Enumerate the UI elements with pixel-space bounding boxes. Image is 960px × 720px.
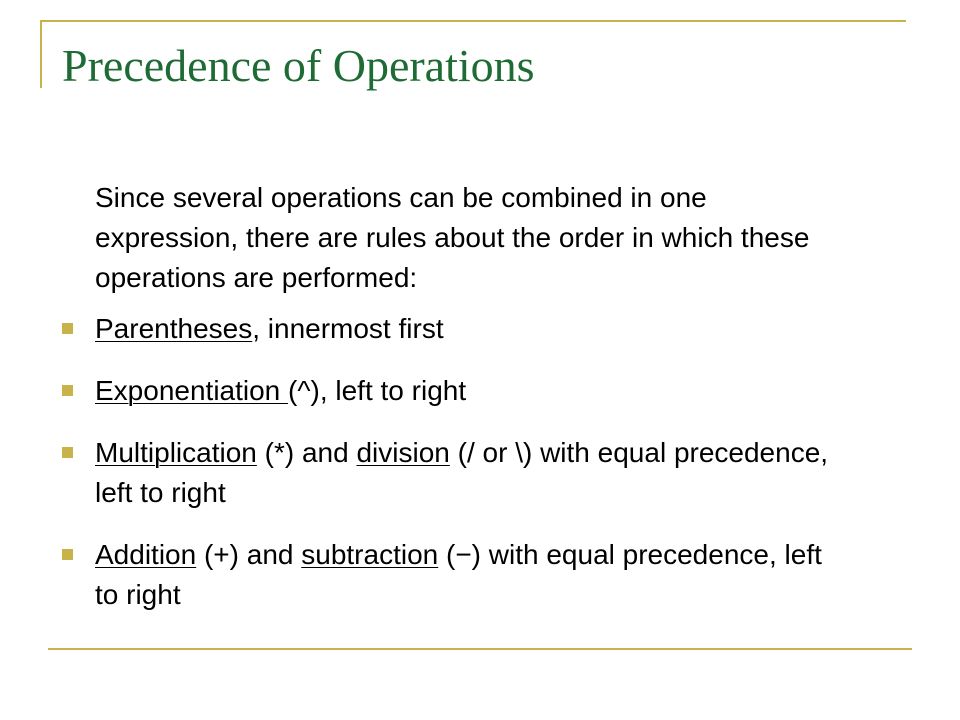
item-text: (−) with equal precedence, left to right bbox=[95, 539, 822, 610]
item-text: (+) and bbox=[196, 539, 302, 570]
term-addition: Addition bbox=[95, 539, 197, 570]
item-text: (^), left to right bbox=[288, 375, 467, 406]
item-text: (/ or \) with equal precedence, left to right bbox=[95, 437, 829, 508]
term-division: division bbox=[356, 437, 450, 468]
term-parentheses: Parentheses bbox=[95, 313, 253, 344]
square-bullet-icon bbox=[62, 447, 73, 458]
top-rule bbox=[40, 20, 906, 22]
item-text: (*) and bbox=[256, 437, 357, 468]
term-exponentiation: Exponentiation bbox=[95, 375, 289, 406]
list-item bbox=[56, 309, 837, 349]
list-item bbox=[56, 433, 837, 513]
term-multiplication: Multiplication bbox=[95, 437, 257, 468]
bottom-rule bbox=[48, 648, 912, 650]
precedence-list bbox=[56, 309, 856, 615]
list-item bbox=[56, 535, 837, 615]
intro-paragraph: Since several operations can be combined in one expression, there are rules about the order in which these operations are performed: bbox=[95, 182, 810, 293]
slide-title: Precedence of Operations bbox=[62, 40, 535, 91]
square-bullet-icon bbox=[62, 323, 73, 334]
square-bullet-icon bbox=[62, 385, 73, 396]
square-bullet-icon bbox=[62, 549, 73, 560]
term-subtraction: subtraction bbox=[301, 539, 439, 570]
slide-body bbox=[56, 178, 856, 637]
item-text: , innermost first bbox=[252, 313, 444, 344]
left-rule bbox=[40, 20, 42, 88]
list-item bbox=[56, 371, 837, 411]
